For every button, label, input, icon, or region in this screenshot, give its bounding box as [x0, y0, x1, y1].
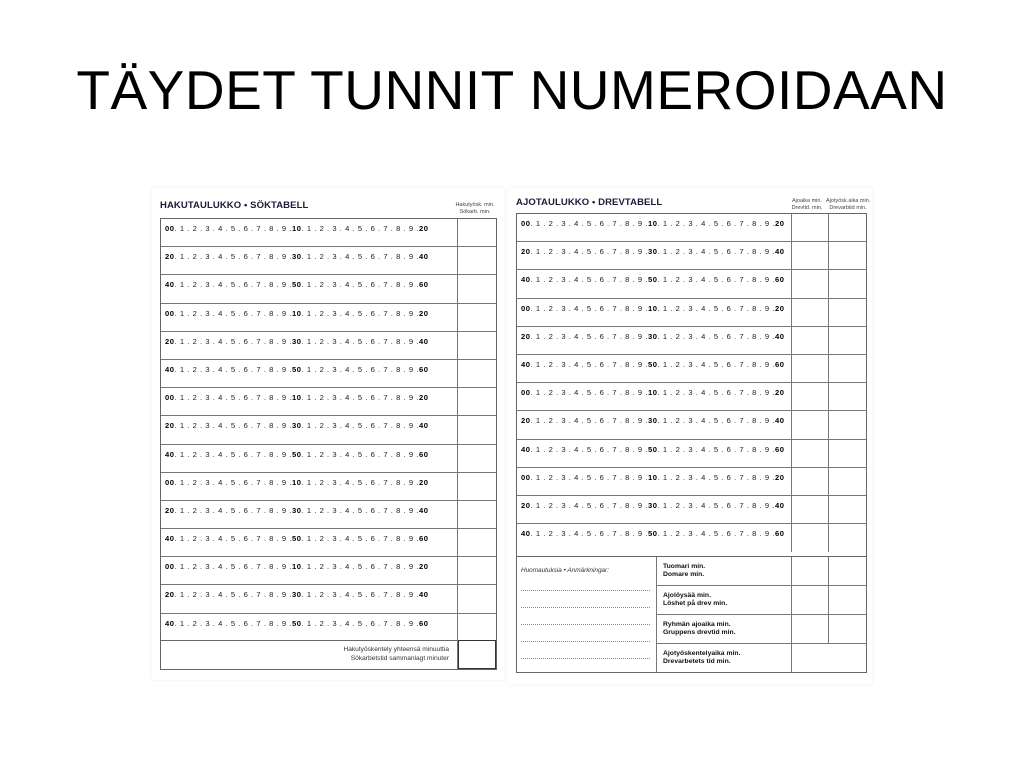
search-table-grid	[160, 218, 497, 641]
remarks-line	[521, 642, 650, 659]
drive-minutes-box[interactable]	[829, 299, 866, 326]
drive-minute-scale[interactable]: 40 . 1 . 2 . 3 . 4 . 5 . 6 . 7 . 8 . 9 . 50 . 1 . 2 . 3 . 4 . 5 . 6 . 7 . 8 . 9 . 60	[517, 524, 792, 552]
drive-minutes-box[interactable]	[792, 468, 829, 495]
search-minute-scale[interactable]: 20 . 1 . 2 . 3 . 4 . 5 . 6 . 7 . 8 . 9 . 30 . 1 . 2 . 3 . 4 . 5 . 6 . 7 . 8 . 9 . 40	[161, 585, 458, 612]
summary-minutes-box[interactable]	[792, 644, 866, 672]
drive-minutes-box[interactable]	[829, 242, 866, 269]
drive-minutes-box[interactable]	[792, 524, 829, 552]
drive-row	[517, 327, 866, 355]
search-table-card	[152, 188, 504, 680]
drive-minutes-box[interactable]	[792, 299, 829, 326]
drive-work-time-header: Ajotyösk.aika min. Drevarbtid min.	[826, 198, 871, 211]
search-minute-scale[interactable]: 00 . 1 . 2 . 3 . 4 . 5 . 6 . 7 . 8 . 9 . 10 . 1 . 2 . 3 . 4 . 5 . 6 . 7 . 8 . 9 . 20	[161, 473, 458, 500]
search-row	[161, 614, 496, 642]
drive-minutes-box[interactable]	[829, 440, 866, 467]
search-table-title: HAKUTAULUKKO • SÖKTABELL	[160, 200, 309, 211]
drive-minute-scale[interactable]: 20 . 1 . 2 . 3 . 4 . 5 . 6 . 7 . 8 . 9 . 30 . 1 . 2 . 3 . 4 . 5 . 6 . 7 . 8 . 9 . 40	[517, 242, 792, 269]
drive-row	[517, 299, 866, 327]
summary-label: Ajotyöskentelyaika min. Drevarbetets tid min.	[657, 644, 792, 672]
summary-minutes-box[interactable]	[792, 586, 829, 614]
drive-minute-scale[interactable]: 00 . 1 . 2 . 3 . 4 . 5 . 6 . 7 . 8 . 9 . 10 . 1 . 2 . 3 . 4 . 5 . 6 . 7 . 8 . 9 . 20	[517, 383, 792, 410]
drive-minute-scale[interactable]: 20 . 1 . 2 . 3 . 4 . 5 . 6 . 7 . 8 . 9 . 30 . 1 . 2 . 3 . 4 . 5 . 6 . 7 . 8 . 9 . 40	[517, 327, 792, 354]
search-minutes-box[interactable]	[458, 557, 496, 584]
drive-minutes-box[interactable]	[792, 383, 829, 410]
search-minutes-box[interactable]	[458, 388, 496, 415]
search-row	[161, 219, 496, 247]
remarks-section	[516, 557, 867, 673]
search-minutes-box[interactable]	[458, 614, 496, 642]
drive-minutes-box[interactable]	[792, 214, 829, 241]
search-row	[161, 360, 496, 388]
drive-row	[517, 214, 866, 242]
summary-rows	[657, 557, 866, 672]
drive-minutes-box[interactable]	[792, 270, 829, 297]
search-row	[161, 529, 496, 557]
drive-minute-scale[interactable]: 00 . 1 . 2 . 3 . 4 . 5 . 6 . 7 . 8 . 9 . 10 . 1 . 2 . 3 . 4 . 5 . 6 . 7 . 8 . 9 . 20	[517, 299, 792, 326]
summary-minutes-box[interactable]	[792, 557, 829, 585]
drive-row	[517, 383, 866, 411]
search-minute-scale[interactable]: 40 . 1 . 2 . 3 . 4 . 5 . 6 . 7 . 8 . 9 . 50 . 1 . 2 . 3 . 4 . 5 . 6 . 7 . 8 . 9 . 60	[161, 445, 458, 472]
search-row	[161, 332, 496, 360]
drive-minutes-box[interactable]	[792, 355, 829, 382]
search-total-box[interactable]	[458, 640, 496, 669]
drive-table-grid	[516, 213, 867, 557]
remarks-line	[521, 574, 650, 591]
search-row	[161, 557, 496, 585]
search-row	[161, 275, 496, 303]
search-row	[161, 501, 496, 529]
summary-label: Ajolöysää min. Löshet på drev min.	[657, 586, 792, 614]
drive-table-card	[508, 188, 872, 684]
remarks-label: Huomautuksia • Anmärkningar:	[521, 567, 609, 574]
search-row	[161, 388, 496, 416]
search-total-row	[160, 640, 497, 670]
search-minutes-box[interactable]	[458, 416, 496, 443]
search-minutes-header: Hakutyösk. min. Sökarb. min.	[455, 202, 495, 215]
drive-minutes-box[interactable]	[792, 242, 829, 269]
summary-minutes-box[interactable]	[829, 557, 866, 585]
slide-title: TÄYDET TUNNIT NUMEROIDAAN	[76, 59, 948, 121]
drive-row	[517, 440, 866, 468]
drive-minute-scale[interactable]: 00 . 1 . 2 . 3 . 4 . 5 . 6 . 7 . 8 . 9 . 10 . 1 . 2 . 3 . 4 . 5 . 6 . 7 . 8 . 9 . 20	[517, 468, 792, 495]
remarks-line	[521, 591, 650, 608]
drive-minutes-box[interactable]	[829, 496, 866, 523]
drive-minutes-box[interactable]	[829, 383, 866, 410]
search-minute-scale[interactable]: 00 . 1 . 2 . 3 . 4 . 5 . 6 . 7 . 8 . 9 . 10 . 1 . 2 . 3 . 4 . 5 . 6 . 7 . 8 . 9 . 20	[161, 304, 458, 331]
drive-minutes-box[interactable]	[829, 355, 866, 382]
search-minute-scale[interactable]: 20 . 1 . 2 . 3 . 4 . 5 . 6 . 7 . 8 . 9 . 30 . 1 . 2 . 3 . 4 . 5 . 6 . 7 . 8 . 9 . 40	[161, 501, 458, 528]
search-total-label: Hakutyöskentely yhteensä minuuttia Sökarbetstid sammanlagt minuter	[161, 640, 458, 669]
search-minute-scale[interactable]: 20 . 1 . 2 . 3 . 4 . 5 . 6 . 7 . 8 . 9 . 30 . 1 . 2 . 3 . 4 . 5 . 6 . 7 . 8 . 9 . 40	[161, 247, 458, 274]
search-minute-scale[interactable]: 20 . 1 . 2 . 3 . 4 . 5 . 6 . 7 . 8 . 9 . 30 . 1 . 2 . 3 . 4 . 5 . 6 . 7 . 8 . 9 . 40	[161, 416, 458, 443]
drive-minutes-box[interactable]	[829, 270, 866, 297]
drive-minutes-box[interactable]	[829, 468, 866, 495]
summary-row	[657, 644, 866, 672]
drive-minute-scale[interactable]: 40 . 1 . 2 . 3 . 4 . 5 . 6 . 7 . 8 . 9 . 50 . 1 . 2 . 3 . 4 . 5 . 6 . 7 . 8 . 9 . 60	[517, 440, 792, 467]
search-row	[161, 416, 496, 444]
drive-row	[517, 242, 866, 270]
search-minutes-box[interactable]	[458, 501, 496, 528]
search-row	[161, 304, 496, 332]
remarks-area[interactable]	[517, 557, 657, 672]
drive-minutes-box[interactable]	[792, 327, 829, 354]
search-minutes-box[interactable]	[458, 473, 496, 500]
remarks-line	[521, 625, 650, 642]
search-minutes-box[interactable]	[458, 585, 496, 612]
search-row	[161, 445, 496, 473]
drive-time-header: Ajoaika min. Drevtid. min.	[791, 198, 823, 211]
summary-label: Ryhmän ajoaika min. Gruppens drevtid min.	[657, 615, 792, 643]
drive-row	[517, 355, 866, 383]
search-minutes-box[interactable]	[458, 332, 496, 359]
summary-label: Tuomari min. Domare min.	[657, 557, 792, 585]
search-minutes-box[interactable]	[458, 247, 496, 274]
drive-minutes-box[interactable]	[829, 411, 866, 438]
drive-row	[517, 524, 866, 552]
drive-minutes-box[interactable]	[792, 496, 829, 523]
search-minutes-box[interactable]	[458, 275, 496, 302]
search-minute-scale[interactable]: 20 . 1 . 2 . 3 . 4 . 5 . 6 . 7 . 8 . 9 . 30 . 1 . 2 . 3 . 4 . 5 . 6 . 7 . 8 . 9 . 40	[161, 332, 458, 359]
search-minute-scale[interactable]: 00 . 1 . 2 . 3 . 4 . 5 . 6 . 7 . 8 . 9 . 10 . 1 . 2 . 3 . 4 . 5 . 6 . 7 . 8 . 9 . 20	[161, 557, 458, 584]
drive-minutes-box[interactable]	[829, 524, 866, 552]
search-minute-scale[interactable]: 00 . 1 . 2 . 3 . 4 . 5 . 6 . 7 . 8 . 9 . 10 . 1 . 2 . 3 . 4 . 5 . 6 . 7 . 8 . 9 . 20	[161, 388, 458, 415]
remarks-line	[521, 608, 650, 625]
search-minute-scale[interactable]: 40 . 1 . 2 . 3 . 4 . 5 . 6 . 7 . 8 . 9 . 50 . 1 . 2 . 3 . 4 . 5 . 6 . 7 . 8 . 9 . 60	[161, 529, 458, 556]
search-minutes-box[interactable]	[458, 219, 496, 246]
drive-minutes-box[interactable]	[792, 411, 829, 438]
drive-table-title: AJOTAULUKKO • DREVTABELL	[516, 197, 663, 208]
drive-minutes-box[interactable]	[792, 440, 829, 467]
drive-row	[517, 496, 866, 524]
search-minutes-box[interactable]	[458, 529, 496, 556]
search-minutes-box[interactable]	[458, 304, 496, 331]
summary-minutes-box[interactable]	[829, 586, 866, 614]
search-minute-scale[interactable]: 40 . 1 . 2 . 3 . 4 . 5 . 6 . 7 . 8 . 9 . 50 . 1 . 2 . 3 . 4 . 5 . 6 . 7 . 8 . 9 . 60	[161, 614, 458, 642]
drive-minute-scale[interactable]: 00 . 1 . 2 . 3 . 4 . 5 . 6 . 7 . 8 . 9 . 10 . 1 . 2 . 3 . 4 . 5 . 6 . 7 . 8 . 9 . 20	[517, 214, 792, 241]
search-minutes-box[interactable]	[458, 360, 496, 387]
drive-minutes-box[interactable]	[829, 327, 866, 354]
search-row	[161, 247, 496, 275]
drive-minute-scale[interactable]: 40 . 1 . 2 . 3 . 4 . 5 . 6 . 7 . 8 . 9 . 50 . 1 . 2 . 3 . 4 . 5 . 6 . 7 . 8 . 9 . 60	[517, 270, 792, 297]
search-row	[161, 585, 496, 613]
search-minute-scale[interactable]: 00 . 1 . 2 . 3 . 4 . 5 . 6 . 7 . 8 . 9 . 10 . 1 . 2 . 3 . 4 . 5 . 6 . 7 . 8 . 9 . 20	[161, 219, 458, 246]
search-row	[161, 473, 496, 501]
drive-row	[517, 468, 866, 496]
drive-row	[517, 270, 866, 298]
summary-row	[657, 557, 866, 586]
search-minutes-box[interactable]	[458, 445, 496, 472]
search-minute-scale[interactable]: 40 . 1 . 2 . 3 . 4 . 5 . 6 . 7 . 8 . 9 . 50 . 1 . 2 . 3 . 4 . 5 . 6 . 7 . 8 . 9 . 60	[161, 360, 458, 387]
search-minute-scale[interactable]: 40 . 1 . 2 . 3 . 4 . 5 . 6 . 7 . 8 . 9 . 50 . 1 . 2 . 3 . 4 . 5 . 6 . 7 . 8 . 9 . 60	[161, 275, 458, 302]
drive-row	[517, 411, 866, 439]
drive-minute-scale[interactable]: 20 . 1 . 2 . 3 . 4 . 5 . 6 . 7 . 8 . 9 . 30 . 1 . 2 . 3 . 4 . 5 . 6 . 7 . 8 . 9 . 40	[517, 411, 792, 438]
summary-row	[657, 586, 866, 615]
summary-row	[657, 615, 866, 644]
drive-minute-scale[interactable]: 20 . 1 . 2 . 3 . 4 . 5 . 6 . 7 . 8 . 9 . 30 . 1 . 2 . 3 . 4 . 5 . 6 . 7 . 8 . 9 . 40	[517, 496, 792, 523]
drive-minute-scale[interactable]: 40 . 1 . 2 . 3 . 4 . 5 . 6 . 7 . 8 . 9 . 50 . 1 . 2 . 3 . 4 . 5 . 6 . 7 . 8 . 9 . 60	[517, 355, 792, 382]
drive-minutes-box[interactable]	[829, 214, 866, 241]
summary-minutes-box[interactable]	[792, 615, 829, 643]
summary-minutes-box[interactable]	[829, 615, 866, 643]
